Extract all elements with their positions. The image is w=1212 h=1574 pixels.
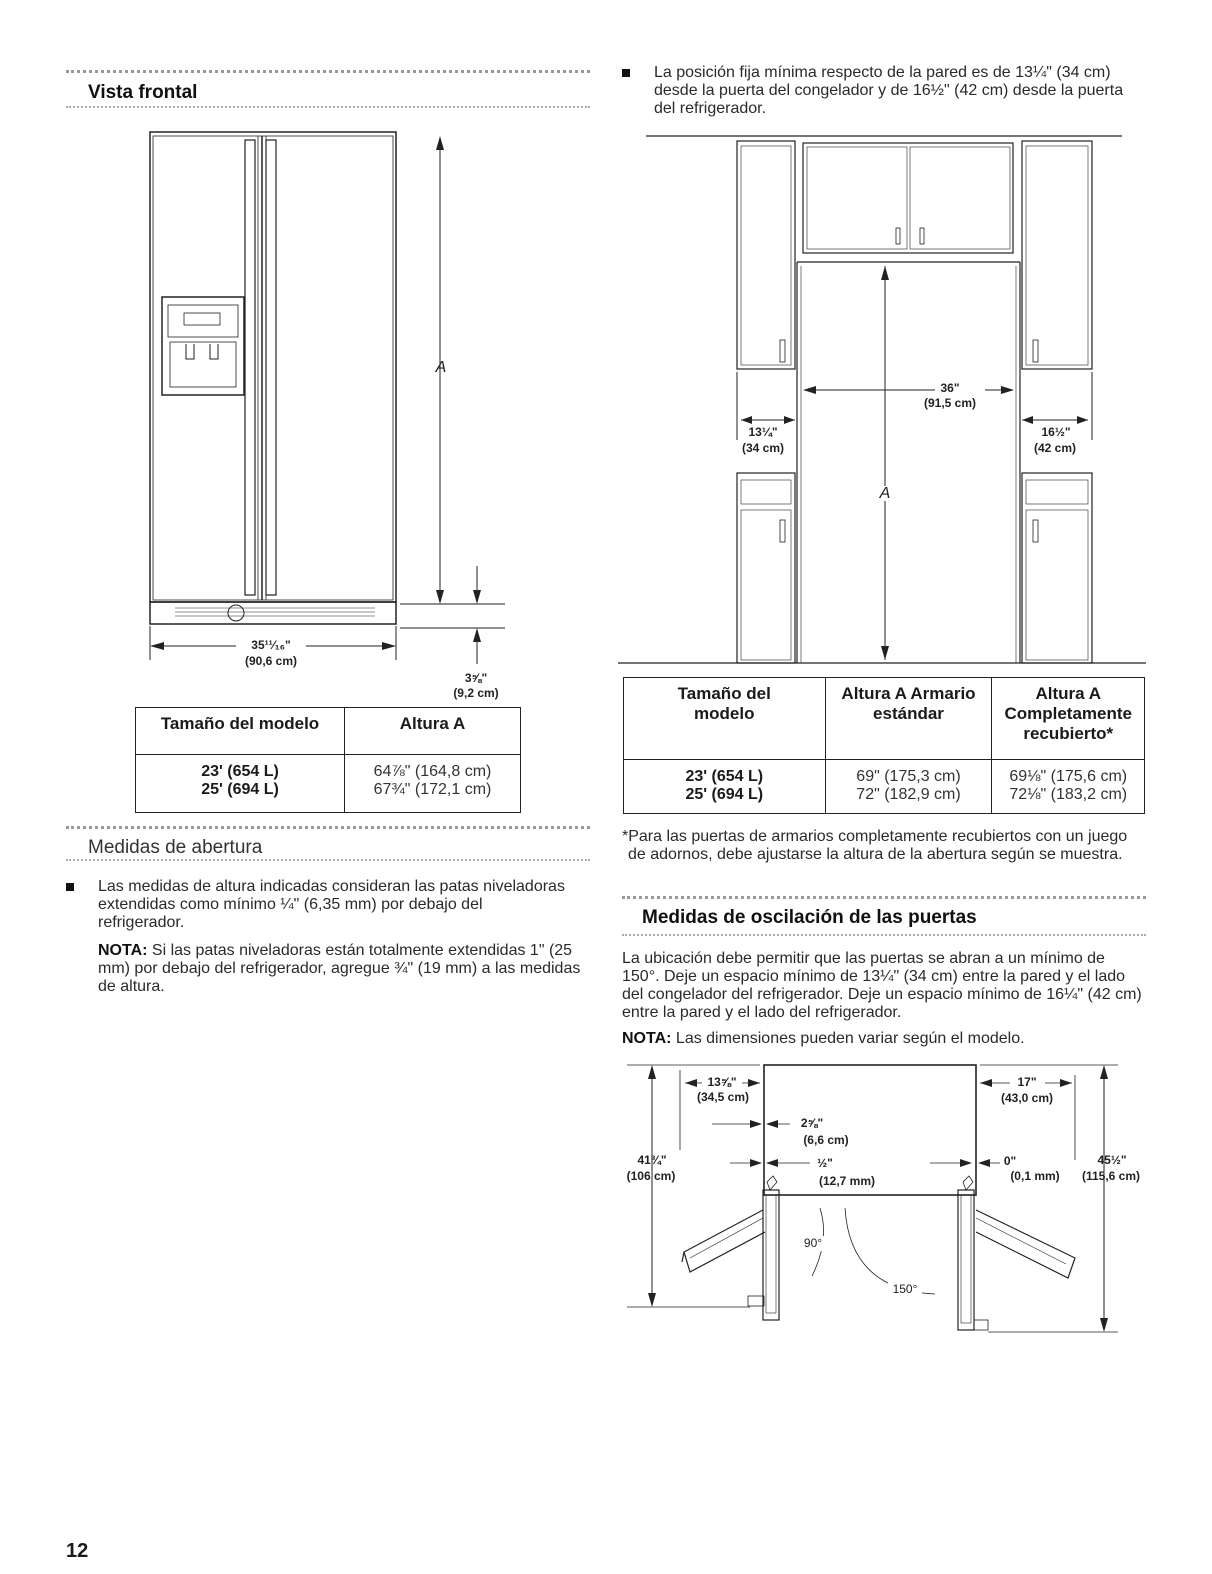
right-table-flush-cell: 69⅛" (175,6 cm) 72⅛" (183,2 cm) <box>992 760 1145 814</box>
opening-note-text: Si las patas niveladoras están totalmente extendidas 1" (25 mm) por debajo del refrigerador, agregue ¾" (19 mm) a las medidas de altura. <box>98 942 581 995</box>
swing-d6-line1: 0" <box>1003 1154 1017 1168</box>
swing-d3-line2: (12,7 mm) <box>818 1174 876 1188</box>
swing-d7-line2: (115,6 cm) <box>1081 1169 1141 1183</box>
swing-d7-line1: 45½" <box>1097 1153 1127 1167</box>
front-base-line1: 3⅝" <box>464 671 488 685</box>
swing-angle-90: 90° <box>800 1236 826 1251</box>
swing-d5-line1: 17" <box>1017 1075 1037 1089</box>
left-table-header-model: Tamaño del modelo <box>136 708 345 755</box>
top-right-bullet-text: La posición fija mínima respecto de la pared es de 13¼" (34 cm) desde la puerta del congelador y de 16½" (42 cm) desde la puerta del refrigerador. <box>654 64 1124 117</box>
left-table-model-cell: 23' (654 L) 25' (694 L) <box>136 755 345 813</box>
cabinet-left-line1: 13¼" <box>748 425 778 439</box>
swing-angle-150: 150° <box>888 1282 922 1297</box>
cabinet-width-line2: (91,5 cm) <box>923 396 977 410</box>
swing-d6-line2: (0,1 mm) <box>1010 1169 1060 1183</box>
cabinet-left-line2: (34 cm) <box>741 441 785 455</box>
front-height-label: A <box>435 359 447 376</box>
opening-note-label: NOTA: <box>98 942 148 959</box>
left-table-header-height: Altura A <box>345 708 521 755</box>
swing-d4-line2: (106 cm) <box>626 1169 676 1183</box>
swing-paragraph: La ubicación debe permitir que las puertas se abran a un mínimo de 150°. Deje un espacio mínimo de 13¼" (34 cm) entre la pared y el lado del congelador del refrigerador. Deje un espacio mínimo de 16¼" (42 cm) entre la pared y el lado del refrigerador. <box>622 950 1142 1021</box>
page-number: 12 <box>66 1540 89 1562</box>
swing-d1-line1: 13⅝" <box>702 1075 742 1090</box>
front-width-line1: 35¹¹⁄₁₆" <box>236 638 306 653</box>
front-base-line2: (9,2 cm) <box>453 686 499 700</box>
right-table-footnote: *Para las puertas de armarios completamente recubiertos con un juego de adornos, debe ajustarse la altura de la abertura según se muestra. <box>622 828 1128 863</box>
right-table-model-cell: 23' (654 L) 25' (694 L) <box>624 760 826 814</box>
right-table-header-flush: Altura A Completamente recubierto* <box>992 678 1145 760</box>
swing-note-text: Las dimensiones pueden variar según el modelo. <box>671 1030 1025 1047</box>
right-table-header-model: Tamaño del modelo <box>624 678 826 760</box>
cabinet-right-line1: 16½" <box>1041 425 1071 439</box>
section-title-opening: Medidas de abertura <box>88 837 263 858</box>
right-table-standard-cell: 69" (175,3 cm) 72" (182,9 cm) <box>825 760 992 814</box>
section-title-swing: Medidas de oscilación de las puertas <box>642 907 977 928</box>
cabinet-width-line1: 36" <box>940 381 960 395</box>
right-table-header-standard: Altura A Armario estándar <box>825 678 992 760</box>
left-table-height-cell: 64⅞" (164,8 cm) 67¾" (172,1 cm) <box>345 755 521 813</box>
swing-d2-line2: (6,6 cm) <box>803 1133 849 1147</box>
cabinet-right-line2: (42 cm) <box>1033 441 1077 455</box>
cabinet-height-label: A <box>876 486 894 501</box>
opening-bullet-text: Las medidas de altura indicadas consideran las patas niveladoras extendidas como mínimo ¼" (6,35 mm) por debajo del refrigerador. <box>98 878 565 931</box>
swing-d2-line1: 2⅝" <box>800 1116 824 1130</box>
swing-d4-line1: 41¾" <box>637 1153 667 1167</box>
swing-note-label: NOTA: <box>622 1030 672 1047</box>
front-width-line2: (90,6 cm) <box>244 654 298 668</box>
swing-d5-line2: (43,0 cm) <box>1000 1091 1054 1105</box>
section-title-front-view: Vista frontal <box>88 82 198 103</box>
swing-d3-line1: ½" <box>817 1156 833 1170</box>
swing-d1-line2: (34,5 cm) <box>696 1090 750 1104</box>
